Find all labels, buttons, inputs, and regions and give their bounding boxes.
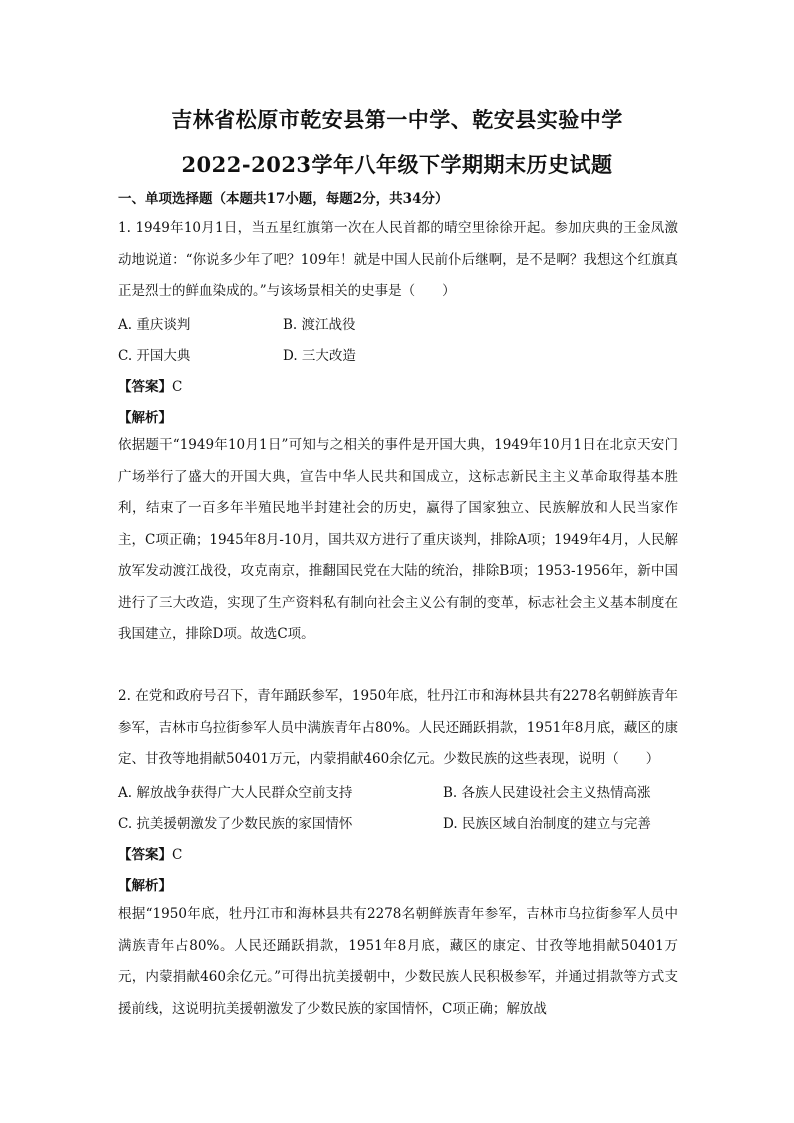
question-2-analysis: 根据“1950年底，牡丹江市和海林县共有2278名朝鲜族青年参军，吉林市乌拉街参军人员中满族青年占80%。人民还踊跃捐款，1951年8月底，藏区的康定、甘孜等地捐献50401万元，内蒙捐献460余亿元。”可得出抗美援朝中，少数民族人民积极参军，并通过捐款等方式支援前线，这说明抗美援朝激发了少数民族的家国情怀，C项正确；解放战 bbox=[118, 906, 678, 1017]
question-1-analysis: 依据题干“1949年10月1日”可知与之相关的事件是开国大典，1949年10月1日在北京天安门广场举行了盛大的开国大典，宣告中华人民共和国成立，这标志新民主主义革命取得基本胜利，结束了一百多年半殖民地半封建社会的历史，赢得了国家独立、民族解放和人民当家作主，C项正确；1945年8月-10月，国共双方进行了重庆谈判，排除A项；1949年4月，人民解放军发动渡江战役，攻克南京，推翻国民党在大陆的统治，排除B项；1953-1956年，新中国进行了三大改造，实现了生产资料私有制向社会主义公有制的变革，标志社会主义基本制度在我国建立，排除D项。故选C项。 bbox=[118, 437, 678, 642]
question-1-option-d: D. 三大改造 bbox=[283, 348, 356, 364]
question-1-option-a: A. 重庆谈判 bbox=[118, 317, 191, 333]
question-2-analysis-label: 【解析】 bbox=[118, 878, 172, 894]
question-2-answer bbox=[118, 843, 182, 863]
question-1-analysis-label: 【解析】 bbox=[118, 410, 172, 426]
question-2-option-d: D. 民族区域自治制度的建立与完善 bbox=[443, 816, 651, 832]
question-1-option-b: B. 渡江战役 bbox=[283, 317, 356, 333]
document-title: 吉林省松原市乾安县第一中学、乾安县实验中学 bbox=[171, 107, 623, 132]
question-2-option-c: C. 抗美援朝激发了少数民族的家国情怀 bbox=[118, 816, 353, 832]
question-1-answer bbox=[118, 375, 182, 395]
answer-label: 【答案】 bbox=[118, 847, 172, 863]
section-heading: 一、单项选择题（本题共17小题，每题2分，共34分） bbox=[118, 191, 449, 207]
document-subtitle: 2022-2023学年八年级下学期期末历史试题 bbox=[181, 152, 613, 177]
answer-value: C bbox=[172, 379, 183, 395]
answer-value: C bbox=[172, 847, 183, 863]
question-2-stem: 2. 在党和政府号召下，青年踊跃参军，1950年底，牡丹江市和海林县共有2278名朝鲜族青年参军，吉林市乌拉街参军人员中满族青年占80%。人民还踊跃捐款，1951年8月底，藏区的康定、甘孜等地捐献50401万元，内蒙捐献460余亿元。少数民族的这些表现，说明（ ） bbox=[118, 688, 678, 767]
answer-label: 【答案】 bbox=[118, 379, 172, 395]
question-2-option-a: A. 解放战争获得广大人民群众空前支持 bbox=[118, 785, 353, 801]
question-1-stem: 1. 1949年10月1日，当五星红旗第一次在人民首都的晴空里徐徐开起。参加庆典的王金凤激动地说道：“你说多少年了吧？109年！就是中国人民前仆后继啊，是不是啊？我想这个红旗真正是烈士的鲜血染成的。”与该场景相关的史事是（ ） bbox=[118, 220, 678, 299]
question-1-option-c: C. 开国大典 bbox=[118, 348, 191, 364]
question-2-option-b: B. 各族人民建设社会主义热情高涨 bbox=[443, 785, 651, 801]
